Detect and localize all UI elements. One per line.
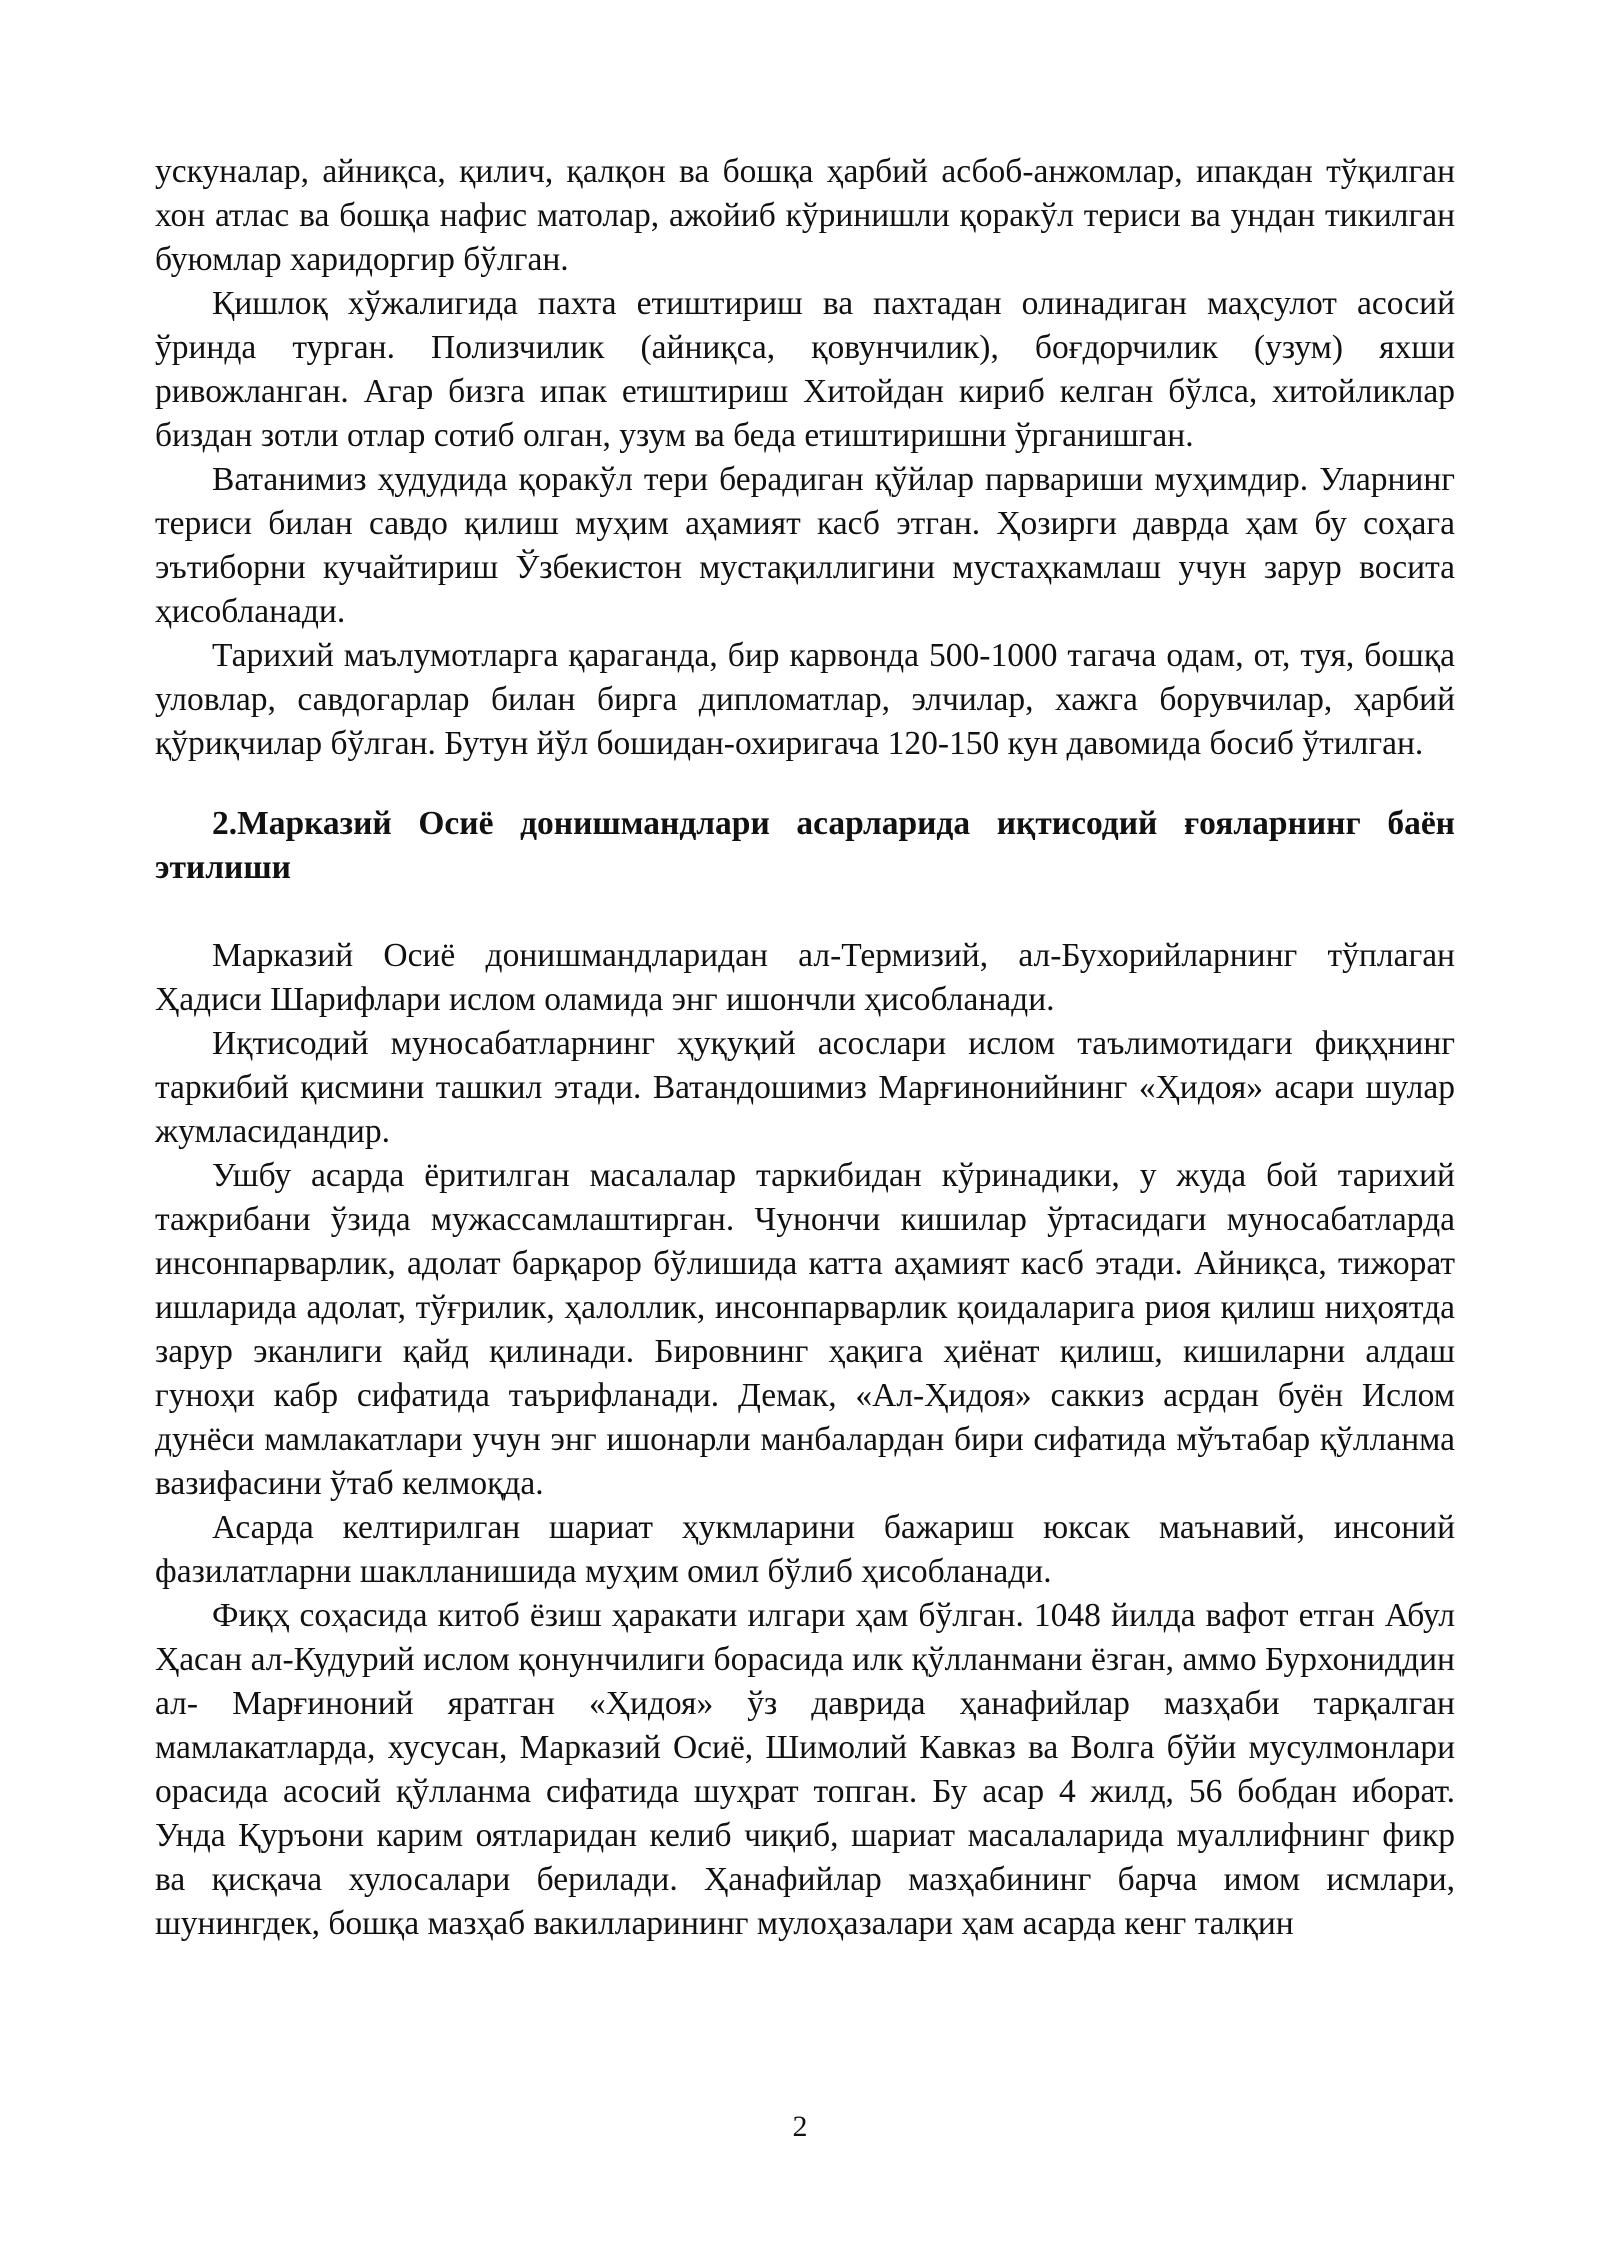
paragraph-3: Ватанимиз ҳудудида қоракўл тери берадиган қўйлар парвариши муҳимдир. Уларнинг териси билан савдо қилиш муҳим аҳамият касб этган. Ҳозирги даврда ҳам бу соҳага эътиборни кучайтириш Ўзбекистон мустақиллигини мустаҳкамлаш учун зарур восита ҳисобланади.	[155, 461, 1455, 630]
paragraph-4: Тарихий маълумотларга қараганда, бир карвонда 500-1000 тагача одам, от, туя, бошқа уловлар, савдогарлар билан бирга дипломатлар, элчилар, хажга борувчилар, ҳарбий қўриқчилар бўлган. Бутун йўл бошидан-охиригача 120-150 кун давомида босиб ўтилган.	[155, 637, 1455, 762]
paragraph-1: ускуналар, айниқса, қилич, қалқон ва бошқа ҳарбий асбоб-анжомлар, ипакдан тўқилган хон атлас ва бошқа нафис матолар, ажойиб кўринишли қоракўл териси ва ундан тикилган буюмлар харидоргир бўлган.	[155, 153, 1455, 278]
paragraph-7: Ушбу асарда ёритилган масалалар таркибидан кўринадики, у жуда бой тарихий тажрибани ўзида мужассамлаштирган. Чунончи кишилар ўртасидаги муносабатларда инсонпарварлик, адолат барқарор бўлишида катта аҳамият касб этади. Айниқса, тижорат ишларида адолат, тўғрилик, ҳалоллик, инсонпарварлик қоидаларига риоя қилиш ниҳоятда зарур эканлиги қайд қилинади. Бировнинг ҳақига ҳиёнат қилиш, кишиларни алдаш гуноҳи кабр сифатида таърифланади. Демак, «Ал-Ҳидоя» саккиз асрдан буён Ислом дунёси мамлакатлари учун энг ишонарли манбалардан бири сифатида мўътабар қўлланма вазифасини ўтаб келмоқда.	[155, 1157, 1455, 1502]
paragraph-8: Асарда келтирилган шариат ҳукмларини бажариш юксак маънавий, инсоний фазилатларни шаклланишида муҳим омил бўлиб ҳисобланади.	[155, 1509, 1455, 1590]
paragraph-6: Иқтисодий муносабатларнинг ҳуқуқий асослари ислом таълимотидаги фиқҳнинг таркибий қисмини ташкил этади. Ватандошимиз Марғинонийнинг «Ҳидоя» асари шулар жумласидандир.	[155, 1025, 1455, 1150]
paragraph-2: Қишлоқ хўжалигида пахта етиштириш ва пахтадан олинадиган маҳсулот асосий ўринда турган. Полизчилик (айниқса, қовунчилик), боғдорчилик (узум) яхши ривожланган. Агар бизга ипак етиштириш Хитойдан кириб келган бўлса, хитойликлар биздан зотли отлар сотиб олган, узум ва беда етиштиришни ўрганишган.	[155, 285, 1455, 454]
paragraph-9: Фиқҳ соҳасида китоб ёзиш ҳаракати илгари ҳам бўлган. 1048 йилда вафот етган Абул Ҳасан ал-Кудурий ислом қонунчилиги борасида илк қўлланмани ёзган, аммо Бурхониддин ал- Марғиноний яратган «Ҳидоя» ўз даврида ҳанафийлар мазҳаби тарқалган мамлакатларда, хусусан, Марказий Осиё, Шимолий Кавказ ва Волга бўйи мусулмонлари орасида асосий қўлланма сифатида шуҳрат топган. Бу асар 4 жилд, 56 бобдан иборат. Унда Қуръони карим оятларидан келиб чиқиб, шариат масалаларида муаллифнинг фикр ва қисқача хулосалари берилади. Ҳанафийлар мазҳабининг барча имом исмлари, шунингдек, бошқа мазҳаб вакилларининг мулоҳазалари ҳам асарда кенг талқин	[155, 1597, 1455, 1942]
page-number: 2	[792, 2110, 808, 2143]
section-heading: 2.Марказий Осиё донишмандлари асарларида иқтисодий ғояларнинг баён этилиши	[155, 805, 1455, 886]
section-spacer	[155, 890, 1455, 934]
document-page	[155, 150, 1455, 1946]
paragraph-5: Марказий Осиё донишмандларидан ал-Термизий, ал-Бухорийларнинг тўплаган Ҳадиси Шарифлари ислом оламида энг ишончли ҳисобланади.	[155, 937, 1455, 1018]
